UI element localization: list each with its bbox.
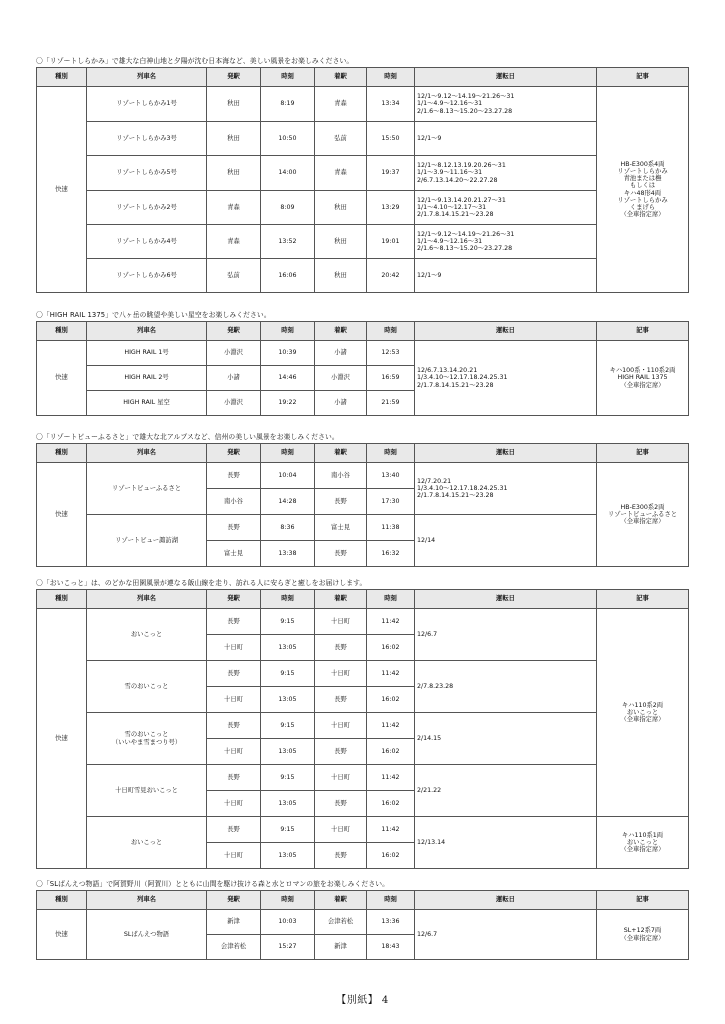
dep-cell: 青森 <box>207 225 261 259</box>
table-row <box>37 156 689 191</box>
header-arr: 着駅 <box>315 590 367 609</box>
atime-cell: 17:30 <box>367 489 415 515</box>
atime-cell: 16:02 <box>367 687 415 713</box>
header-atime: 時刻 <box>367 891 415 910</box>
dep-cell: 富士見 <box>207 541 261 567</box>
dep-cell: 十日町 <box>207 635 261 661</box>
days-line: 2/1.6～8.13～15.20～23.27.28 <box>417 245 513 253</box>
arr-cell: 秋田 <box>315 191 367 225</box>
note-line: （全車指定席） <box>620 518 665 526</box>
days-line: 2/21.22 <box>417 786 442 794</box>
dtime-cell: 9:15 <box>261 609 315 635</box>
arr-cell: 南小谷 <box>315 463 367 489</box>
dep-cell: 十日町 <box>207 843 261 869</box>
arr-cell: 青森 <box>315 156 367 191</box>
train-name-line: 雪のおいこっと <box>124 731 169 739</box>
header-atime: 時刻 <box>367 322 415 341</box>
header-note: 記事 <box>597 322 689 341</box>
train-cell: リゾートしらかみ1号 <box>87 87 207 122</box>
note-cell <box>597 817 689 869</box>
arr-cell: 秋田 <box>315 259 367 293</box>
header-atime: 時刻 <box>367 68 415 87</box>
table-header <box>37 68 689 87</box>
atime-cell: 13:29 <box>367 191 415 225</box>
dtime-cell: 9:15 <box>261 817 315 843</box>
section-oykot <box>36 579 688 869</box>
header-dep: 発駅 <box>207 891 261 910</box>
page-footer: 【別紙】 4 <box>336 995 389 1006</box>
dep-cell: 小淵沢 <box>207 341 261 366</box>
days-line: 1/3.4.10～12.17.18.24.25.31 <box>417 484 508 492</box>
header-note: 記事 <box>597 68 689 87</box>
dep-cell: 長野 <box>207 765 261 791</box>
days-line: 1/1～4.9～12.16～31 <box>417 237 483 245</box>
section-caption: 〇「リゾートビューふるさと」で雄大な北アルプスなど、信州の美しい風景をお楽しみください。 <box>36 433 339 441</box>
header-dtime: 時刻 <box>261 68 315 87</box>
note-line: （全車指定席） <box>620 381 665 389</box>
dep-cell: 南小谷 <box>207 489 261 515</box>
timetable-oykot <box>36 589 689 869</box>
header-days: 運転日 <box>415 444 597 463</box>
section-shirakami <box>36 57 688 293</box>
atime-cell: 19:37 <box>367 156 415 191</box>
days-cell <box>415 661 597 713</box>
dtime-cell: 13:05 <box>261 739 315 765</box>
type-cell: 快速 <box>37 463 87 567</box>
arr-cell: 長野 <box>315 791 367 817</box>
table-header <box>37 322 689 341</box>
table-row <box>37 817 689 843</box>
header-dep: 発駅 <box>207 590 261 609</box>
dep-cell: 長野 <box>207 817 261 843</box>
arr-cell: 十日町 <box>315 661 367 687</box>
table-row <box>37 765 689 791</box>
days-line: 12/6.7.13.14.20.21 <box>417 367 478 375</box>
note-line: リゾートしらかみ <box>617 167 668 175</box>
dep-cell: 弘前 <box>207 259 261 293</box>
header-days: 運転日 <box>415 68 597 87</box>
days-cell <box>415 225 597 259</box>
arr-cell: 富士見 <box>315 515 367 541</box>
header-note: 記事 <box>597 444 689 463</box>
header-arr: 着駅 <box>315 891 367 910</box>
header-atime: 時刻 <box>367 444 415 463</box>
section-caption: 〇「おいこっと」は、のどかな田園風景が連なる飯山線を走り、訪れる人に安らぎと癒しをお届けします。 <box>36 579 367 587</box>
days-line: 2/6.7.13.14.20～22.27.28 <box>417 176 498 184</box>
type-cell: 快速 <box>37 87 87 293</box>
dep-cell: 十日町 <box>207 687 261 713</box>
table-row <box>37 713 689 739</box>
train-cell <box>87 713 207 765</box>
header-type: 種別 <box>37 322 87 341</box>
train-cell: HIGH RAIL 1号 <box>87 341 207 366</box>
train-cell: リゾートしらかみ5号 <box>87 156 207 191</box>
atime-cell: 11:42 <box>367 817 415 843</box>
section-sl-banetsu <box>36 880 688 960</box>
section-caption: 〇「HIGH RAIL 1375」で八ヶ岳の眺望や美しい星空をお楽しみください。 <box>36 311 271 319</box>
header-dtime: 時刻 <box>261 590 315 609</box>
note-line: キハ48形4両 <box>623 189 662 197</box>
header-dep: 発駅 <box>207 444 261 463</box>
header-type: 種別 <box>37 68 87 87</box>
atime-cell: 16:02 <box>367 843 415 869</box>
note-line: HIGH RAIL 1375 <box>617 374 668 382</box>
dep-cell: 小淵沢 <box>207 391 261 416</box>
atime-cell: 13:40 <box>367 463 415 489</box>
days-line: 1/3.4.10～12.17.18.24.25.31 <box>417 374 508 382</box>
days-line: 12/14 <box>417 536 436 544</box>
dtime-cell: 9:15 <box>261 713 315 739</box>
arr-cell: 長野 <box>315 687 367 713</box>
note-line: おいこっと <box>626 838 659 846</box>
days-cell <box>415 817 597 869</box>
note-line: 青池または橅 <box>623 175 662 183</box>
table-row <box>37 225 689 259</box>
days-cell <box>415 122 597 156</box>
timetable-sl-banetsu <box>36 890 689 960</box>
days-cell <box>415 259 597 293</box>
atime-cell: 19:01 <box>367 225 415 259</box>
train-cell: SLばんえつ物語 <box>87 910 207 960</box>
header-type: 種別 <box>37 891 87 910</box>
train-cell: リゾートしらかみ6号 <box>87 259 207 293</box>
table-header <box>37 590 689 609</box>
days-cell <box>415 765 597 817</box>
table-row <box>37 341 689 366</box>
dtime-cell: 8:09 <box>261 191 315 225</box>
dep-cell: 青森 <box>207 191 261 225</box>
arr-cell: 十日町 <box>315 817 367 843</box>
days-line: 2/14.15 <box>417 734 442 742</box>
note-line: キハ100系・110系2両 <box>609 367 676 375</box>
train-cell: おいこっと <box>87 817 207 869</box>
days-line: 1/1～4.10～12.17～31 <box>417 203 487 211</box>
train-cell: リゾートビューふるさと <box>87 463 207 515</box>
dep-cell: 十日町 <box>207 739 261 765</box>
arr-cell: 秋田 <box>315 225 367 259</box>
dtime-cell: 10:50 <box>261 122 315 156</box>
dep-cell: 長野 <box>207 661 261 687</box>
train-cell: リゾートしらかみ2号 <box>87 191 207 225</box>
arr-cell: 青森 <box>315 87 367 122</box>
header-train: 列車名 <box>87 68 207 87</box>
train-cell: リゾートしらかみ3号 <box>87 122 207 156</box>
days-cell <box>415 341 597 416</box>
dtime-cell: 14:28 <box>261 489 315 515</box>
train-cell: リゾートしらかみ4号 <box>87 225 207 259</box>
dtime-cell: 13:05 <box>261 687 315 713</box>
note-line: リゾートしらかみ <box>617 196 668 204</box>
atime-cell: 11:42 <box>367 713 415 739</box>
atime-cell: 15:50 <box>367 122 415 156</box>
atime-cell: 12:53 <box>367 341 415 366</box>
arr-cell: 長野 <box>315 541 367 567</box>
days-line: 12/1～9 <box>417 134 442 142</box>
dep-cell: 小諸 <box>207 366 261 391</box>
note-cell <box>597 609 689 817</box>
arr-cell: 十日町 <box>315 713 367 739</box>
atime-cell: 20:42 <box>367 259 415 293</box>
dtime-cell: 8:36 <box>261 515 315 541</box>
days-cell <box>415 515 597 567</box>
timetable-resort-view <box>36 443 689 567</box>
days-line: 2/1.7.8.14.15.21～23.28 <box>417 211 494 219</box>
days-cell <box>415 191 597 225</box>
table-row <box>37 87 689 122</box>
days-cell <box>415 156 597 191</box>
dep-cell: 新津 <box>207 910 261 935</box>
arr-cell: 長野 <box>315 489 367 515</box>
days-line: 2/1.6～8.13～15.20～23.27.28 <box>417 107 513 115</box>
header-atime: 時刻 <box>367 590 415 609</box>
table-row <box>37 463 689 489</box>
header-note: 記事 <box>597 891 689 910</box>
note-line: リゾートビューふるさと <box>607 510 678 518</box>
dtime-cell: 10:39 <box>261 341 315 366</box>
dep-cell: 長野 <box>207 609 261 635</box>
train-cell: HIGH RAIL 星空 <box>87 391 207 416</box>
table-row <box>37 515 689 541</box>
train-cell: リゾートビュー諏訪湖 <box>87 515 207 567</box>
atime-cell: 16:02 <box>367 791 415 817</box>
arr-cell: 小淵沢 <box>315 366 367 391</box>
days-cell <box>415 910 597 960</box>
type-cell: 快速 <box>37 910 87 960</box>
dtime-cell: 10:03 <box>261 910 315 935</box>
dtime-cell: 15:27 <box>261 935 315 960</box>
note-line: キハ110系1両 <box>621 831 664 839</box>
atime-cell: 18:43 <box>367 935 415 960</box>
header-dep: 発駅 <box>207 68 261 87</box>
atime-cell: 11:38 <box>367 515 415 541</box>
note-cell <box>597 463 689 567</box>
header-days: 運転日 <box>415 891 597 910</box>
arr-cell: 会津若松 <box>315 910 367 935</box>
dtime-cell: 13:52 <box>261 225 315 259</box>
arr-cell: 長野 <box>315 635 367 661</box>
atime-cell: 11:42 <box>367 765 415 791</box>
table-row <box>37 191 689 225</box>
atime-cell: 16:02 <box>367 739 415 765</box>
header-days: 運転日 <box>415 590 597 609</box>
header-dtime: 時刻 <box>261 322 315 341</box>
note-cell <box>597 87 689 293</box>
header-arr: 着駅 <box>315 444 367 463</box>
days-cell <box>415 463 597 515</box>
dtime-cell: 14:46 <box>261 366 315 391</box>
arr-cell: 長野 <box>315 739 367 765</box>
arr-cell: 新津 <box>315 935 367 960</box>
header-note: 記事 <box>597 590 689 609</box>
days-line: 2/7.8.23.28 <box>417 682 454 690</box>
header-train: 列車名 <box>87 322 207 341</box>
header-arr: 着駅 <box>315 322 367 341</box>
days-line: 1/1～3.9～11.16～31 <box>417 169 483 177</box>
note-line: （全車指定席） <box>620 716 665 724</box>
note-cell <box>597 910 689 960</box>
atime-cell: 13:36 <box>367 910 415 935</box>
arr-cell: 長野 <box>315 843 367 869</box>
table-row <box>37 122 689 156</box>
note-line: HB-E300系4両 <box>620 160 665 168</box>
type-cell: 快速 <box>37 609 87 869</box>
days-line: 2/1.7.8.14.15.21～23.28 <box>417 492 494 500</box>
days-cell <box>415 713 597 765</box>
header-type: 種別 <box>37 590 87 609</box>
days-line: 12/1～9.12～14.19～21.26～31 <box>417 93 515 101</box>
note-line: SL+12系7両 <box>623 927 662 935</box>
section-caption: 〇「SLばんえつ物語」で阿賀野川（阿賀川）とともに山間を駆け抜ける森と水とロマンの旅をお楽しみください。 <box>36 880 390 888</box>
days-line: 2/1.7.8.14.15.21～23.28 <box>417 381 494 389</box>
arr-cell: 小諸 <box>315 341 367 366</box>
note-cell <box>597 341 689 416</box>
dep-cell: 長野 <box>207 713 261 739</box>
dtime-cell: 13:05 <box>261 635 315 661</box>
days-line: 12/1～9.13.14.20.21.27～31 <box>417 196 506 204</box>
train-cell: おいこっと <box>87 609 207 661</box>
section-caption: 〇「リゾートしらかみ」で雄大な白神山地と夕陽が沈む日本海など、美しい風景をお楽しみください。 <box>36 57 354 65</box>
note-line: HB-E300系2両 <box>620 503 665 511</box>
dep-cell: 秋田 <box>207 122 261 156</box>
arr-cell: 十日町 <box>315 609 367 635</box>
train-cell: 十日町雪見おいこっと <box>87 765 207 817</box>
header-dtime: 時刻 <box>261 891 315 910</box>
arr-cell: 十日町 <box>315 765 367 791</box>
timetable-shirakami <box>36 67 689 293</box>
note-line: もしくは <box>629 182 656 190</box>
atime-cell: 11:42 <box>367 661 415 687</box>
days-line: 12/7.20.21 <box>417 477 452 485</box>
note-line: キハ110系2両 <box>621 701 664 709</box>
days-cell <box>415 87 597 122</box>
atime-cell: 16:32 <box>367 541 415 567</box>
table-header <box>37 444 689 463</box>
dep-cell: 十日町 <box>207 791 261 817</box>
table-row <box>37 259 689 293</box>
dtime-cell: 16:06 <box>261 259 315 293</box>
dep-cell: 長野 <box>207 515 261 541</box>
dep-cell: 長野 <box>207 463 261 489</box>
dtime-cell: 9:15 <box>261 765 315 791</box>
note-line: くまげら <box>629 203 656 211</box>
arr-cell: 小諸 <box>315 391 367 416</box>
header-dtime: 時刻 <box>261 444 315 463</box>
dep-cell: 秋田 <box>207 87 261 122</box>
section-resort-view <box>36 433 688 567</box>
note-line: （全車指定席） <box>620 211 665 219</box>
dep-cell: 秋田 <box>207 156 261 191</box>
header-train: 列車名 <box>87 891 207 910</box>
note-line: （全車指定席） <box>620 934 665 942</box>
table-header <box>37 891 689 910</box>
days-line: 12/13.14 <box>417 838 446 846</box>
atime-cell: 21:59 <box>367 391 415 416</box>
dtime-cell: 14:00 <box>261 156 315 191</box>
dtime-cell: 13:05 <box>261 843 315 869</box>
train-cell: HIGH RAIL 2号 <box>87 366 207 391</box>
train-cell: 雪のおいこっと <box>87 661 207 713</box>
dtime-cell: 19:22 <box>261 391 315 416</box>
header-train: 列車名 <box>87 590 207 609</box>
atime-cell: 11:42 <box>367 609 415 635</box>
header-days: 運転日 <box>415 322 597 341</box>
atime-cell: 13:34 <box>367 87 415 122</box>
timetable-high-rail <box>36 321 689 416</box>
table-row <box>37 661 689 687</box>
days-line: 12/1～9.12～14.19～21.26～31 <box>417 230 515 238</box>
table-row <box>37 609 689 635</box>
header-arr: 着駅 <box>315 68 367 87</box>
dep-cell: 会津若松 <box>207 935 261 960</box>
days-line: 1/1～4.9～12.16～31 <box>417 100 483 108</box>
days-line: 12/1～8.12.13.19.20.26～31 <box>417 162 506 170</box>
header-type: 種別 <box>37 444 87 463</box>
header-train: 列車名 <box>87 444 207 463</box>
atime-cell: 16:02 <box>367 635 415 661</box>
dtime-cell: 8:19 <box>261 87 315 122</box>
days-line: 12/6.7 <box>417 930 438 938</box>
note-line: （全車指定席） <box>620 846 665 854</box>
section-high-rail <box>36 311 688 416</box>
atime-cell: 16:59 <box>367 366 415 391</box>
dtime-cell: 13:05 <box>261 791 315 817</box>
dtime-cell: 13:38 <box>261 541 315 567</box>
note-line: おいこっと <box>626 708 659 716</box>
days-cell <box>415 609 597 661</box>
header-dep: 発駅 <box>207 322 261 341</box>
type-cell: 快速 <box>37 341 87 416</box>
dtime-cell: 10:04 <box>261 463 315 489</box>
days-line: 12/6.7 <box>417 630 438 638</box>
arr-cell: 弘前 <box>315 122 367 156</box>
table-row <box>37 910 689 935</box>
train-name-line: （いいやま雪まつり号） <box>111 738 182 746</box>
days-line: 12/1～9 <box>417 271 442 279</box>
dtime-cell: 9:15 <box>261 661 315 687</box>
